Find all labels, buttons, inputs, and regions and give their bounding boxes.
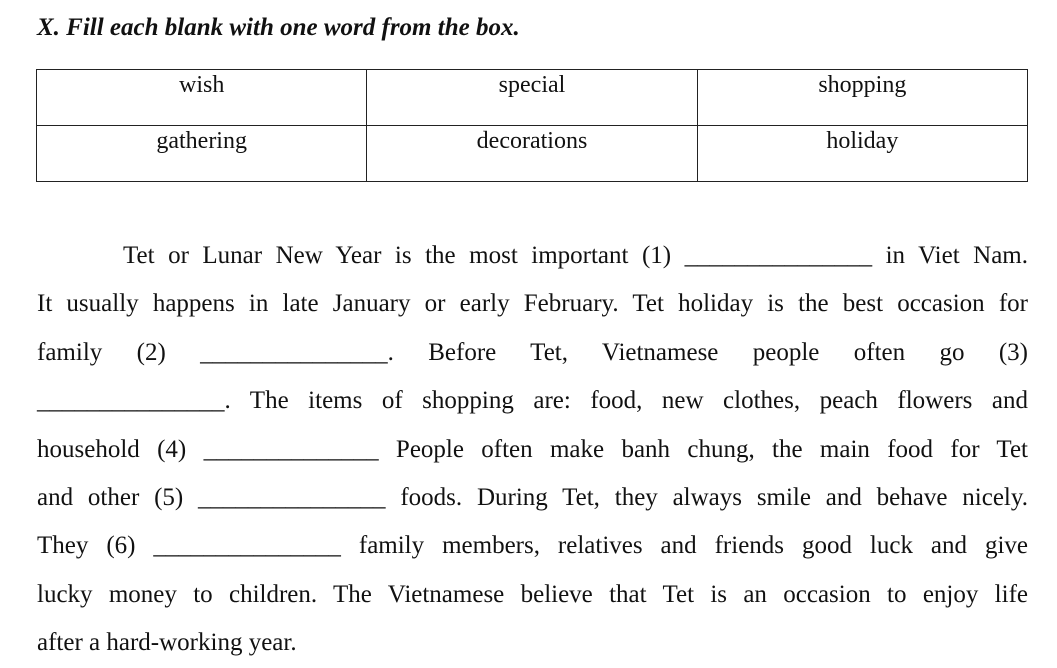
passage-line: It usually happens in late January or early February. Tet holiday is the best occasion for	[37, 290, 1028, 318]
word-box-row	[37, 70, 1028, 126]
word-box-cell: wish	[37, 70, 367, 126]
word-box-cell: decorations	[367, 126, 697, 182]
passage-line: after a hard-working year.	[37, 629, 297, 657]
passage-line: household (4) ______________ People often make banh chung, the main food for Tet	[37, 435, 1028, 463]
word-box-cell: special	[367, 70, 697, 126]
word-box-table	[36, 69, 1028, 182]
passage-line: Tet or Lunar New Year is the most important (1) _______________ in Viet Nam.	[123, 242, 1028, 269]
passage-line: lucky money to children. The Vietnamese believe that Tet is an occasion to enjoy life	[37, 580, 1028, 608]
passage-line: They (6) _______________ family members, relatives and friends good luck and give	[37, 532, 1028, 560]
passage-line: _______________. The items of shopping are: food, new clothes, peach flowers and	[37, 387, 1028, 415]
word-box-cell: holiday	[697, 126, 1027, 182]
word-box-row	[37, 126, 1028, 182]
word-box-cell: gathering	[37, 126, 367, 182]
word-box-cell: shopping	[697, 70, 1027, 126]
exercise-heading: X. Fill each blank with one word from the box.	[37, 14, 520, 41]
passage-line: and other (5) _______________ foods. During Tet, they always smile and behave nicely.	[37, 483, 1028, 511]
reading-passage	[37, 232, 1028, 668]
passage-line: family (2) _______________. Before Tet, Vietnamese people often go (3)	[37, 338, 1028, 366]
